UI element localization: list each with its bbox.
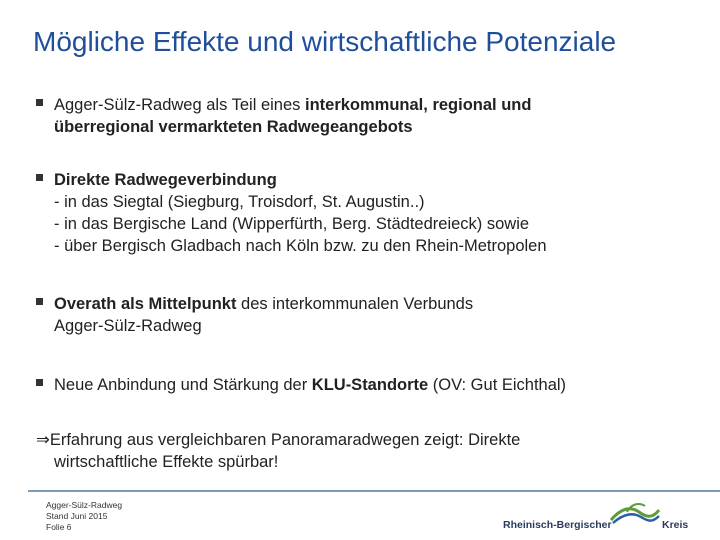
bullet-1-line-1: Agger-Sülz-Radweg als Teil eines interkommunal, regional und	[54, 96, 532, 114]
logo-suffix: Kreis	[662, 519, 689, 531]
bullet-2-line-3: - in das Bergische Land (Wipperfürth, Berg. Städtedreieck) sowie	[54, 215, 530, 233]
bullet-2-line-1: Direkte Radwegeverbindung	[54, 171, 277, 189]
square-bullet-icon	[36, 379, 44, 387]
footer-project: Agger-Sülz-Radweg	[46, 500, 123, 510]
conclusion-line-2: wirtschaftliche Effekte spürbar!	[54, 453, 279, 471]
bullet-2-line-4: - über Bergisch Gladbach nach Köln bzw. zu den Rhein-Metropolen	[54, 237, 547, 255]
bullet-2-line-2: - in das Siegtal (Siegburg, Troisdorf, St. Augustin..)	[54, 193, 425, 211]
footer-info	[46, 500, 122, 533]
logo-name: Rheinisch-Bergischer	[503, 519, 612, 531]
bullet-2	[36, 169, 547, 257]
conclusion	[36, 429, 520, 473]
bullet-3	[36, 293, 473, 337]
footer-date: Stand Juni 2015	[46, 511, 108, 521]
footer-slide-number: Folie 6	[46, 522, 72, 532]
district-logo	[503, 502, 698, 536]
implies-arrow-icon: ⇒	[36, 431, 50, 449]
conclusion-line-1: ⇒Erfahrung aus vergleichbaren Panoramaradwegen zeigt: Direkte	[36, 431, 521, 449]
bullet-1-line-2: überregional vermarkteten Radwegeangebots	[54, 118, 413, 136]
slide-title: Mögliche Effekte und wirtschaftliche Potenziale	[33, 26, 617, 57]
bullet-3-line-1: Overath als Mittelpunkt des interkommunalen Verbunds	[54, 295, 474, 313]
bullet-4-line-1: Neue Anbindung und Stärkung der KLU-Standorte (OV: Gut Eichthal)	[54, 376, 567, 394]
square-bullet-icon	[36, 174, 44, 182]
bullet-1	[36, 94, 531, 138]
landscape-logo-icon	[609, 502, 661, 524]
footer-divider	[28, 490, 720, 492]
square-bullet-icon	[36, 99, 44, 107]
bullet-4	[36, 374, 566, 396]
square-bullet-icon	[36, 298, 44, 306]
bullet-3-line-2: Agger-Sülz-Radweg	[54, 317, 202, 335]
